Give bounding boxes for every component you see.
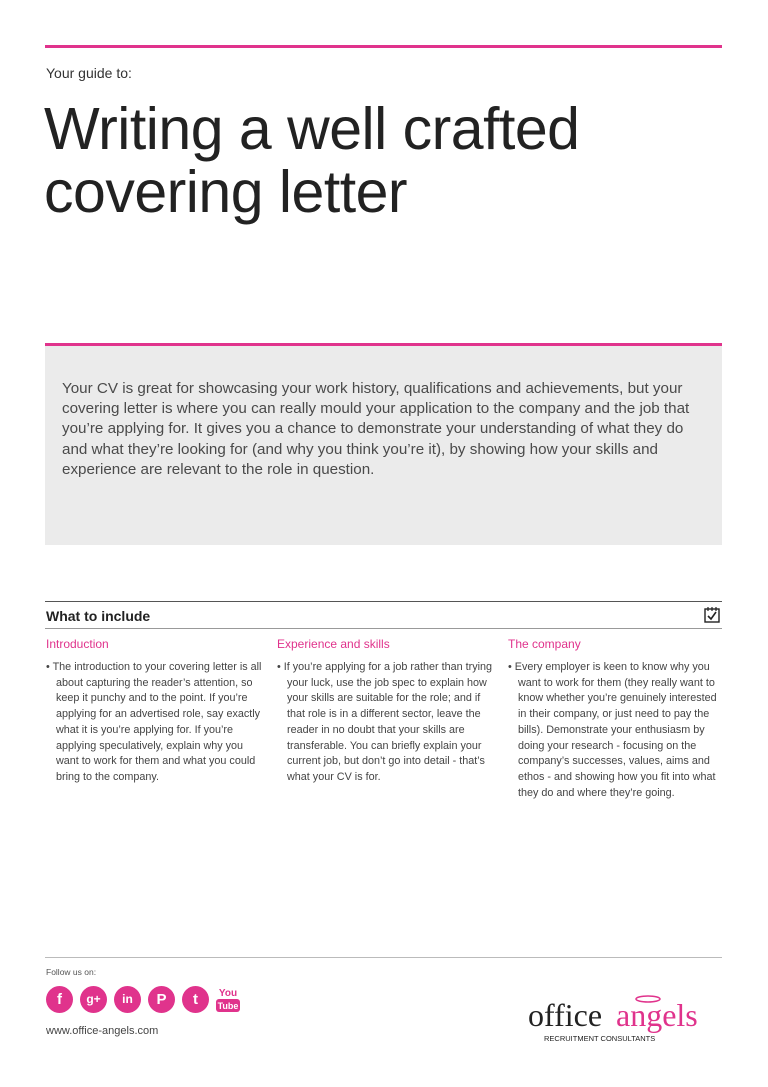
section-bottom-rule — [45, 628, 722, 629]
youtube-you-text: You — [218, 988, 238, 999]
youtube-icon[interactable] — [216, 985, 240, 1013]
title-line-2: covering letter — [44, 159, 408, 225]
top-accent-rule — [45, 45, 722, 48]
column-body: • Every employer is keen to know why you want to work for them (they really want to know whether you’re genuinely interested in their company, or just need to pay the bills). Demonstrate your enthusiasm by doing your research - focusing on the company’s successes, values, aims and ethos - and showing how you fit into what they do and where they’re going. — [508, 661, 717, 799]
section-top-rule — [45, 601, 722, 602]
intro-panel — [45, 343, 722, 545]
facebook-icon[interactable]: f — [46, 986, 73, 1013]
guide-subtitle: Your guide to: — [46, 65, 132, 81]
title-line-1: Writing a well crafted — [44, 96, 580, 162]
checklist-icon — [704, 606, 720, 623]
column-heading: The company — [508, 637, 581, 651]
pinterest-icon[interactable]: P — [148, 986, 175, 1013]
column-introduction — [46, 637, 266, 786]
social-links — [46, 984, 240, 1014]
page-title — [44, 98, 580, 224]
column-heading: Introduction — [46, 637, 109, 651]
column-heading: Experience and skills — [277, 637, 390, 651]
office-angels-logo — [528, 990, 728, 1045]
intro-text: Your CV is great for showcasing your work history, qualifications and achievements, but your covering letter is where you can really mould your application to the company and the job that you’re applying for. It gives you a chance to demonstrate your understanding of what they do and what they’re looking for (and why you think you’re it), by showing how your skills and experience are relevant to the role in question. — [62, 380, 690, 478]
column-experience — [277, 637, 497, 786]
website-link[interactable]: www.office-angels.com — [46, 1025, 159, 1037]
column-body: • If you’re applying for a job rather than trying your luck, use the job spec to explain how your skills are suitable for the role; and if that role is in a different sector, leave the reader in no doubt that your skills are transferable. You can briefly explain your current job, but don’t go into detail - that’s what your CV is for. — [277, 661, 493, 783]
twitter-icon[interactable]: t — [182, 986, 209, 1013]
column-company — [508, 637, 728, 801]
logo-word-angels: angels — [616, 997, 698, 1033]
column-body: • The introduction to your covering letter is all about capturing the reader’s attention, so keep it punchy and to the point. If you’re applying for an advertised role, say exactly what it is you’re applying for. If you’re applying speculatively, explain why you want to work for them and what you could bring to the company. — [46, 661, 262, 783]
logo-tagline: RECRUITMENT CONSULTANTS — [544, 1034, 656, 1043]
google-plus-icon[interactable]: g+ — [80, 986, 107, 1013]
section-title: What to include — [46, 608, 151, 624]
follow-label: Follow us on: — [46, 967, 97, 977]
youtube-tube-text: Tube — [217, 1001, 239, 1011]
linkedin-icon[interactable]: in — [114, 986, 141, 1013]
footer-rule — [45, 957, 722, 958]
logo-word-office: office — [528, 997, 603, 1033]
